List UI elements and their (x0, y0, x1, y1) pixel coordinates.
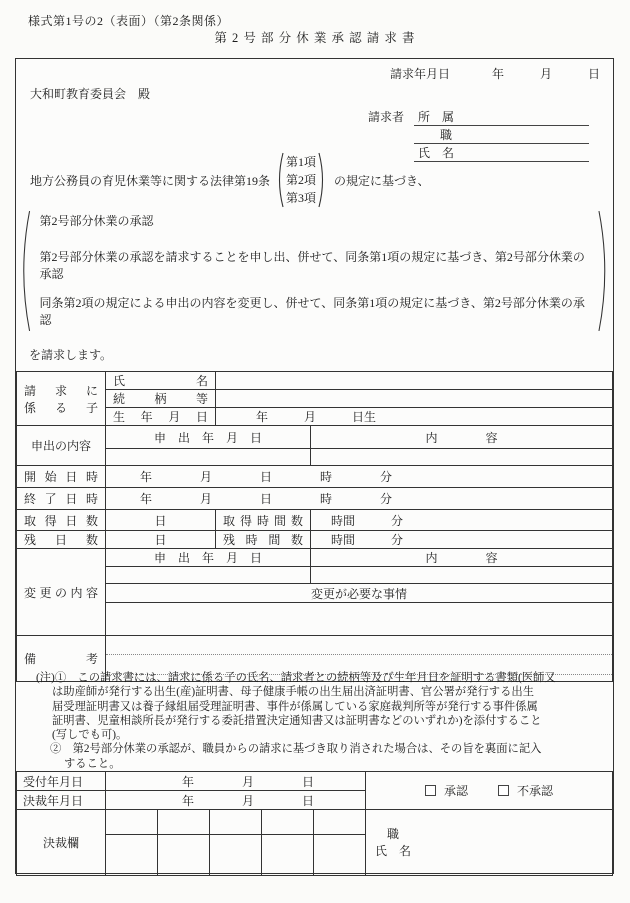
left-bracket-large (17, 207, 31, 335)
note-line: (写しでも可)。 (52, 729, 128, 742)
change-reason-input[interactable] (106, 603, 613, 636)
application-group-label: 申出の内容 (17, 426, 106, 466)
end-datetime-input[interactable]: 年 月 日 時 分 (106, 488, 613, 510)
approval-column-label: 決裁欄 (17, 810, 106, 876)
application-content-input[interactable] (311, 449, 613, 466)
request-details-table (16, 371, 613, 682)
note-line: 証明書、児童相談所長が発行する委託措置決定通知書又は証明書などのいずれか)を添付すること (52, 714, 542, 727)
approval-checkbox-row (366, 782, 612, 799)
request-date-field[interactable]: 年 月 日 (491, 67, 600, 81)
taken-hours-label: 取 得 時 間 数 (216, 510, 311, 531)
child-group-label: 請 求 に 係 る 子 (17, 372, 106, 426)
change-content-header: 内 容 (311, 549, 613, 567)
law-suffix: の規定に基づき、 (334, 173, 430, 188)
requester-label: 請求者 (368, 110, 405, 124)
option-request-and-approval[interactable]: 第2号部分休業の承認を請求することを申し出、併せて、同条第1項の規定に基づき、第2号部分休業の承認 (39, 250, 585, 281)
application-date-input[interactable] (106, 449, 311, 466)
decision-date-input[interactable]: 年 月 日 (106, 791, 366, 810)
note-line: すること。 (64, 757, 121, 770)
remarks-label: 備 考 (17, 636, 106, 682)
approver-name-label: 氏 名 (375, 843, 412, 858)
option-change-and-approval[interactable]: 同条第2項の規定による申出の内容を変更し、併せて、同条第1項の規定に基づき、第2号部分休業の承認 (39, 296, 585, 327)
right-bracket-small (318, 151, 327, 209)
note-line: は助産師が発行する出生(産)証明書、母子健康手帳の出生届出済証明書、官公署が発行する出生 (52, 686, 534, 699)
start-datetime-label: 開 始 日 時 (17, 466, 106, 488)
approver-signature-cell[interactable] (366, 810, 613, 876)
reject-label: 不承認 (517, 784, 554, 798)
approve-label: 承認 (444, 784, 469, 798)
processing-table (16, 771, 613, 876)
child-name-input[interactable] (216, 372, 613, 390)
application-content-header: 内 容 (311, 426, 613, 449)
change-date-header: 申 出 年 月 日 (106, 549, 311, 567)
form-body (15, 58, 614, 874)
application-date-header: 申 出 年 月 日 (106, 426, 311, 449)
affiliation-field[interactable]: 所 属 (414, 108, 589, 126)
child-relation-label: 続 柄 等 (106, 390, 216, 408)
note-line: (注)① この請求書には、請求に係る子の氏名、請求者との続柄等及び生年月日を証明する書類(医師又 (36, 672, 556, 684)
position-field[interactable]: 職 (414, 126, 589, 144)
request-statement: を請求します。 (29, 348, 113, 362)
request-options (31, 213, 599, 329)
remaining-hours-label: 残 時 間 数 (216, 531, 311, 549)
clause-options (286, 153, 316, 207)
taken-days-input[interactable]: 日 (106, 510, 216, 531)
approval-stamp-cell[interactable] (106, 835, 158, 876)
option-approval[interactable]: 第2号部分休業の承認 (39, 214, 154, 228)
right-bracket-large (598, 207, 612, 335)
clause-3[interactable]: 第3項 (286, 191, 317, 205)
approval-stamp-cell[interactable] (262, 835, 314, 876)
legal-basis-line (30, 151, 607, 209)
remaining-hours-input[interactable]: 時間 分 (311, 531, 613, 549)
clause-1[interactable]: 第1項 (286, 155, 317, 169)
received-date-input[interactable]: 年 月 日 (106, 772, 366, 791)
note-line: ② 第2号部分休業の承認が、職員からの請求に基づき取り消された場合は、その旨を裏面に記入 (50, 743, 542, 756)
remaining-days-label: 残 日 数 (17, 531, 106, 549)
addressee: 大和町教育委員会 殿 (30, 87, 151, 101)
change-content-input[interactable] (311, 567, 613, 584)
child-birthdate-label: 生 年 月 日 (106, 408, 216, 426)
approver-position-label: 職 (375, 826, 400, 841)
approval-stamp-cell[interactable] (262, 810, 314, 835)
change-group-label: 変 更 の 内 容 (17, 549, 106, 636)
note-line: 届受理証明書又は養子縁組届受理証明書、事件が係属している家庭裁判所等が発行する事件係属 (52, 700, 538, 713)
approval-stamp-cell[interactable] (158, 810, 210, 835)
approval-stamp-cell[interactable] (158, 835, 210, 876)
left-bracket-small (275, 151, 284, 209)
taken-hours-input[interactable]: 時間 分 (311, 510, 613, 531)
taken-days-label: 取 得 日 数 (17, 510, 106, 531)
reject-checkbox[interactable] (498, 785, 509, 796)
change-reason-header: 変更が必要な事情 (106, 584, 613, 603)
received-date-label: 受付年月日 (17, 772, 106, 791)
request-options-block (17, 206, 612, 336)
form-number: 様式第1号の2（表面）（第2条関係） (28, 14, 230, 28)
approve-checkbox[interactable] (425, 785, 436, 796)
approval-stamp-cell[interactable] (314, 810, 366, 835)
clause-2[interactable]: 第2項 (286, 173, 317, 187)
child-birthdate-input[interactable]: 年 月 日生 (216, 408, 613, 426)
decision-date-label: 決裁年月日 (17, 791, 106, 810)
remarks-rule-line (106, 642, 612, 655)
name-field[interactable]: 氏 名 (414, 144, 589, 162)
notes-section (16, 669, 613, 771)
remaining-days-input[interactable]: 日 (106, 531, 216, 549)
law-prefix: 地方公務員の育児休業等に関する法律第19条 (30, 173, 271, 188)
child-relation-input[interactable] (216, 390, 613, 408)
end-datetime-label: 終 了 日 時 (17, 488, 106, 510)
approval-stamp-cell[interactable] (210, 810, 262, 835)
request-date-label: 請求年月日 (389, 67, 450, 81)
approval-stamp-cell[interactable] (314, 835, 366, 876)
start-datetime-input[interactable]: 年 月 日 時 分 (106, 466, 613, 488)
approval-decision-cell (366, 772, 613, 810)
request-date-line (16, 65, 613, 82)
approval-stamp-cell[interactable] (106, 810, 158, 835)
change-date-input[interactable] (106, 567, 311, 584)
approval-stamp-cell[interactable] (210, 835, 262, 876)
page-title: 第 2 号 部 分 休 業 承 認 請 求 書 (214, 31, 416, 45)
child-name-label: 氏 名 (106, 372, 216, 390)
